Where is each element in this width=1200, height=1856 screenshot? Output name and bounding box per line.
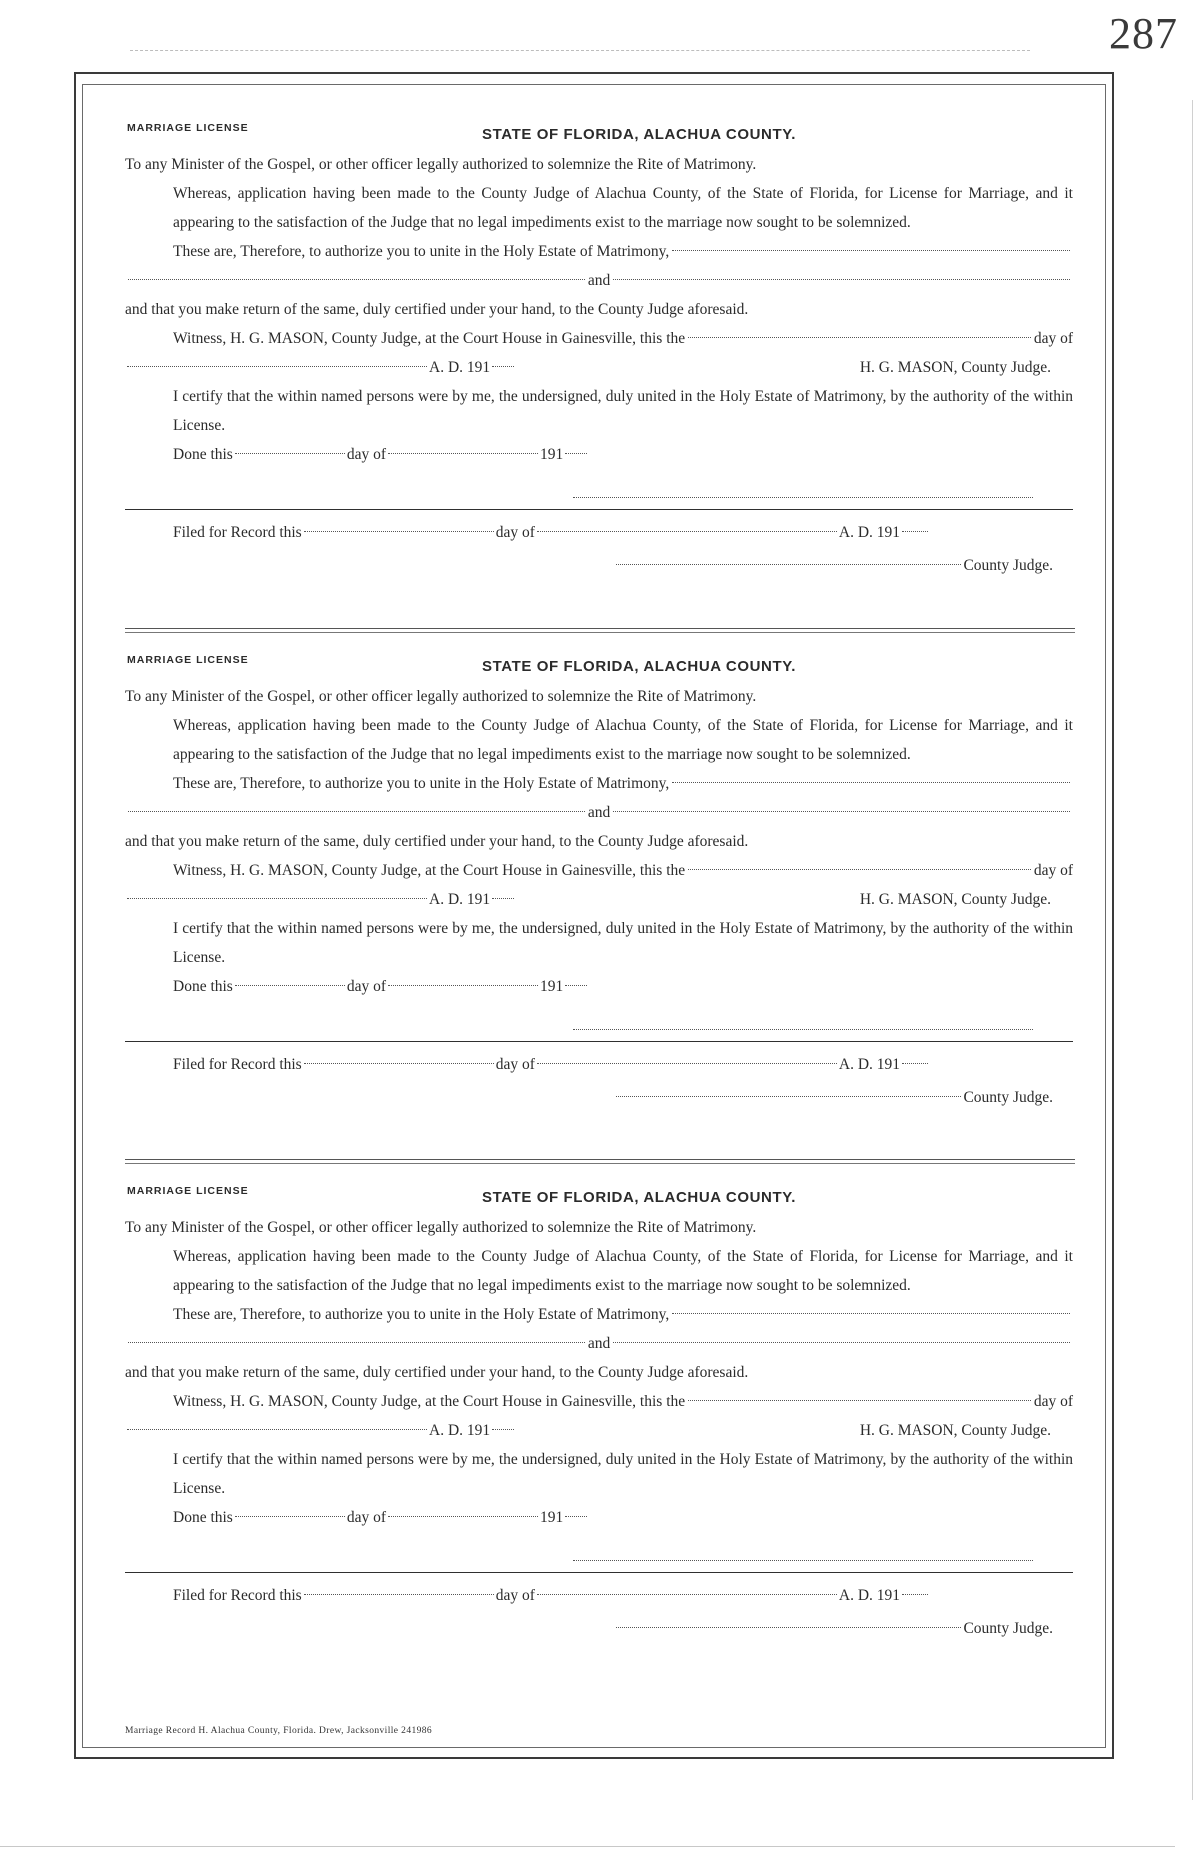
filed-ad-text: A. D. 191 (838, 524, 901, 541)
license-title: STATE OF FLORIDA, ALACHUA COUNTY. (482, 126, 796, 143)
done-day-of-text: day of (346, 446, 387, 463)
done-text: Done this (173, 446, 233, 463)
minister-signature-field[interactable] (573, 1560, 1033, 1561)
filed-year-field[interactable] (902, 531, 928, 532)
county-judge-text: County Judge. (963, 557, 1053, 574)
license-label: MARRIAGE LICENSE (127, 1185, 249, 1197)
minister-signature-row (125, 469, 1073, 505)
whereas-paragraph (125, 179, 1073, 237)
done-year-field[interactable] (565, 985, 587, 986)
witness-line (125, 1387, 1073, 1416)
salutation-line (125, 682, 1073, 711)
salutation-text: To any Minister of the Gospel, or other officer legally authorized to solemnize the Rite of Matrimony. (125, 688, 757, 705)
county-judge-text: County Judge. (963, 1620, 1053, 1637)
salutation-line (125, 1213, 1073, 1242)
whereas-paragraph (125, 711, 1073, 769)
filed-line (125, 518, 1073, 547)
return-text: and that you make return of the same, duly certified under your hand, to the County Judge aforesaid. (125, 301, 749, 318)
certify-paragraph (125, 382, 1073, 440)
filed-text: Filed for Record this (173, 1056, 302, 1073)
section-rule (125, 1572, 1073, 1573)
and-text: and (587, 804, 611, 821)
header-rule (130, 50, 1030, 52)
return-text: and that you make return of the same, duly certified under your hand, to the County Judge aforesaid. (125, 833, 749, 850)
witness-year-field[interactable] (492, 366, 514, 367)
done-month-field[interactable] (388, 985, 538, 986)
bride-name-field[interactable] (613, 811, 1070, 812)
page-edge-right (1192, 100, 1194, 1800)
judge-name: H. G. MASON, County Judge. (859, 891, 1051, 908)
witness-month-field[interactable] (127, 898, 427, 899)
county-judge-signature-field[interactable] (616, 1627, 961, 1628)
minister-signature-field[interactable] (573, 497, 1033, 498)
return-text: and that you make return of the same, duly certified under your hand, to the County Judge aforesaid. (125, 1364, 749, 1381)
done-year-text: 191 (540, 446, 564, 463)
filed-day-field[interactable] (304, 1594, 494, 1595)
filed-day-field[interactable] (304, 1063, 494, 1064)
done-text: Done this (173, 1509, 233, 1526)
license-divider-1 (125, 628, 1075, 633)
witness-text: Witness, H. G. MASON, County Judge, at the Court House in Gainesville, this the (173, 1393, 686, 1410)
names-line (125, 798, 1073, 827)
filed-day-of-text: day of (495, 1587, 535, 1604)
name-field-left[interactable] (128, 811, 585, 812)
done-day-field[interactable] (235, 985, 345, 986)
marriage-license-3 (125, 1179, 1073, 1643)
witness-year-field[interactable] (492, 898, 514, 899)
minister-signature-row (125, 1001, 1073, 1037)
done-day-of-text: day of (346, 978, 387, 995)
authorize-text: These are, Therefore, to authorize you to unite in the Holy Estate of Matrimony, (173, 243, 670, 260)
filed-line (125, 1581, 1073, 1610)
county-judge-signature-field[interactable] (616, 564, 961, 565)
filed-month-field[interactable] (537, 1594, 837, 1595)
done-month-field[interactable] (388, 1516, 538, 1517)
section-rule (125, 509, 1073, 510)
whereas-text: Whereas, application having been made to the County Judge of Alachua County, of the State of Florida, for License for Marriage, and it appearing to the satisfaction of the Judge that no legal impediments exist to the marriage now sought to be solemnized. (173, 717, 1073, 763)
done-line (125, 440, 1073, 469)
filed-year-field[interactable] (902, 1063, 928, 1064)
filed-line (125, 1050, 1073, 1079)
ad-text: A. D. 191 (429, 1422, 491, 1439)
ad-text: A. D. 191 (429, 891, 491, 908)
minister-signature-field[interactable] (573, 1029, 1033, 1030)
witness-text: Witness, H. G. MASON, County Judge, at the Court House in Gainesville, this the (173, 862, 686, 879)
names-line (125, 266, 1073, 295)
whereas-paragraph (125, 1242, 1073, 1300)
authorize-line (125, 1300, 1073, 1329)
return-line (125, 1358, 1073, 1387)
page-edge-bottom (0, 1846, 1175, 1848)
done-day-of-text: day of (346, 1509, 387, 1526)
groom-name-field[interactable] (672, 1313, 1070, 1314)
and-text: and (587, 1335, 611, 1352)
certify-text: I certify that the within named persons were by me, the undersigned, duly united in the Holy Estate of Matrimony, by the authority of the within License. (173, 920, 1073, 966)
filed-ad-text: A. D. 191 (838, 1056, 901, 1073)
license-divider-2 (125, 1159, 1075, 1164)
witness-line (125, 856, 1073, 885)
done-year-text: 191 (540, 1509, 564, 1526)
ad-text: A. D. 191 (429, 359, 491, 376)
witness-day-field[interactable] (688, 869, 1031, 870)
bride-name-field[interactable] (613, 279, 1070, 280)
groom-name-field[interactable] (672, 782, 1070, 783)
filed-year-field[interactable] (902, 1594, 928, 1595)
witness-line (125, 324, 1073, 353)
salutation-text: To any Minister of the Gospel, or other officer legally authorized to solemnize the Rite of Matrimony. (125, 1219, 757, 1236)
done-line (125, 1503, 1073, 1532)
return-line (125, 295, 1073, 324)
done-year-field[interactable] (565, 1516, 587, 1517)
filed-day-field[interactable] (304, 531, 494, 532)
filed-day-of-text: day of (495, 524, 535, 541)
done-year-field[interactable] (565, 453, 587, 454)
day-of-text: day of (1033, 862, 1073, 879)
groom-name-field[interactable] (672, 250, 1070, 251)
county-judge-signature-field[interactable] (616, 1096, 961, 1097)
ad-line (125, 1416, 1073, 1445)
witness-month-field[interactable] (127, 366, 427, 367)
judge-name: H. G. MASON, County Judge. (859, 1422, 1051, 1439)
name-field-left[interactable] (128, 279, 585, 280)
minister-signature-row (125, 1532, 1073, 1568)
judge-name: H. G. MASON, County Judge. (859, 359, 1051, 376)
county-judge-line (125, 551, 1073, 580)
whereas-text: Whereas, application having been made to the County Judge of Alachua County, of the State of Florida, for License for Marriage, and it appearing to the satisfaction of the Judge that no legal impediments exist to the marriage now sought to be solemnized. (173, 185, 1073, 231)
marriage-license-1 (125, 116, 1073, 580)
license-title: STATE OF FLORIDA, ALACHUA COUNTY. (482, 1189, 796, 1206)
done-text: Done this (173, 978, 233, 995)
county-judge-line (125, 1083, 1073, 1112)
printer-imprint: Marriage Record H. Alachua County, Florida. Drew, Jacksonville 241986 (125, 1726, 433, 1736)
certify-text: I certify that the within named persons were by me, the undersigned, duly united in the Holy Estate of Matrimony, by the authority of the within License. (173, 1451, 1073, 1497)
ad-line (125, 885, 1073, 914)
salutation-line (125, 150, 1073, 179)
license-label: MARRIAGE LICENSE (127, 122, 249, 134)
certify-text: I certify that the within named persons were by me, the undersigned, duly united in the Holy Estate of Matrimony, by the authority of the within License. (173, 388, 1073, 434)
salutation-text: To any Minister of the Gospel, or other officer legally authorized to solemnize the Rite of Matrimony. (125, 156, 757, 173)
whereas-text: Whereas, application having been made to the County Judge of Alachua County, of the State of Florida, for License for Marriage, and it appearing to the satisfaction of the Judge that no legal impediments exist to the marriage now sought to be solemnized. (173, 1248, 1073, 1294)
name-field-left[interactable] (128, 1342, 585, 1343)
authorize-line (125, 237, 1073, 266)
license-label: MARRIAGE LICENSE (127, 654, 249, 666)
done-day-field[interactable] (235, 1516, 345, 1517)
witness-day-field[interactable] (688, 337, 1031, 338)
filed-text: Filed for Record this (173, 1587, 302, 1604)
witness-year-field[interactable] (492, 1429, 514, 1430)
authorize-text: These are, Therefore, to authorize you to unite in the Holy Estate of Matrimony, (173, 1306, 670, 1323)
authorize-line (125, 769, 1073, 798)
filed-text: Filed for Record this (173, 524, 302, 541)
done-line (125, 972, 1073, 1001)
ad-line (125, 353, 1073, 382)
return-line (125, 827, 1073, 856)
license-title: STATE OF FLORIDA, ALACHUA COUNTY. (482, 658, 796, 675)
filed-month-field[interactable] (537, 1063, 837, 1064)
certify-paragraph (125, 914, 1073, 972)
day-of-text: day of (1033, 330, 1073, 347)
certify-paragraph (125, 1445, 1073, 1503)
bride-name-field[interactable] (613, 1342, 1070, 1343)
marriage-license-2 (125, 648, 1073, 1112)
and-text: and (587, 272, 611, 289)
county-judge-text: County Judge. (963, 1089, 1053, 1106)
witness-text: Witness, H. G. MASON, County Judge, at the Court House in Gainesville, this the (173, 330, 686, 347)
day-of-text: day of (1033, 1393, 1073, 1410)
done-year-text: 191 (540, 978, 564, 995)
county-judge-line (125, 1614, 1073, 1643)
witness-day-field[interactable] (688, 1400, 1031, 1401)
authorize-text: These are, Therefore, to authorize you to unite in the Holy Estate of Matrimony, (173, 775, 670, 792)
page-number: 287 (1109, 9, 1178, 58)
filed-month-field[interactable] (537, 531, 837, 532)
witness-month-field[interactable] (127, 1429, 427, 1430)
filed-day-of-text: day of (495, 1056, 535, 1073)
done-day-field[interactable] (235, 453, 345, 454)
done-month-field[interactable] (388, 453, 538, 454)
section-rule (125, 1041, 1073, 1042)
filed-ad-text: A. D. 191 (838, 1587, 901, 1604)
names-line (125, 1329, 1073, 1358)
